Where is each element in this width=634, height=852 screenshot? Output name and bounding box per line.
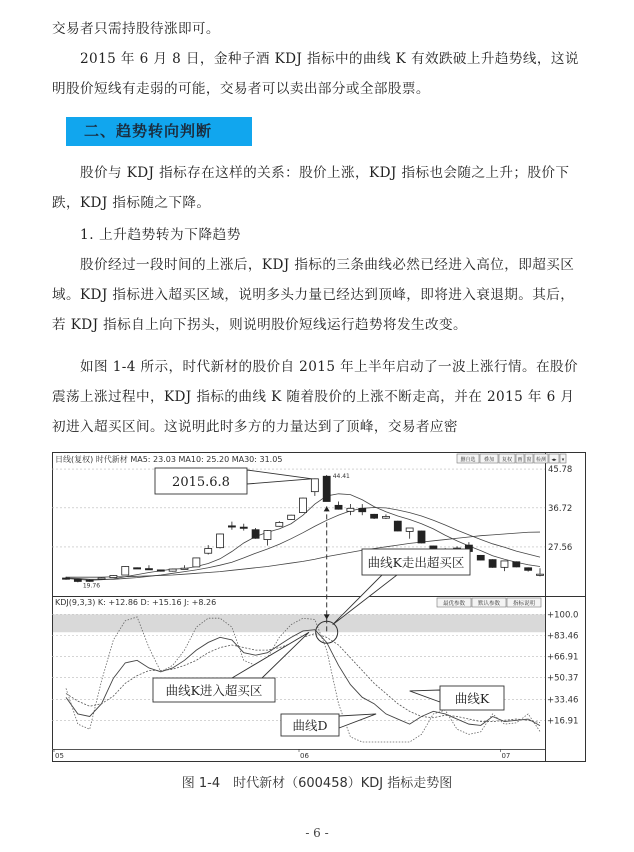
kdj-button-label: 最优参数 [442,601,466,607]
chart-svg [52,452,586,762]
candle-up [122,566,129,575]
candle-up [169,569,176,571]
candle-down [86,580,93,581]
candle-up [347,508,354,511]
candle-down [477,555,484,560]
candle-down [74,579,81,581]
candle-up [264,531,271,540]
candle-up [382,516,389,518]
page-number: - 6 - [305,826,329,840]
candle-down [418,531,425,543]
candle-down [335,505,342,509]
section-heading: 二、趋势转向判断 [66,117,252,146]
kdj-tick-label: +83.46 [547,631,579,642]
paragraph-1: 交易者只需持股待涨即可。 [52,21,220,37]
toolbar-button-label: ◂▸ [551,457,557,463]
kdj-panel-header: KDJ(9,3,3) K: +12.86 D: +15.16 J: +8.26 [55,598,217,607]
candle-down [513,562,520,567]
candle-up [537,574,544,575]
chart-toolbar [457,454,566,463]
candle-down [525,568,532,571]
paragraph-3: 股价与 KDJ 指标存在这样的关系：股价上涨，KDJ 指标也会随之上升；股价下跌，KDJ 指标随之下降。 [52,165,570,211]
candle-up [288,515,295,519]
candle-down [157,570,164,571]
toolbar-button-label: 删自选 [460,457,476,463]
candle-down [359,508,366,511]
candle-up [406,528,413,531]
candle-up [217,534,224,548]
toolbar-button-label: 检测 [535,457,547,463]
x-tick-label: 07 [501,752,511,760]
candle-up [98,578,105,579]
candle-up [276,522,283,526]
high-price-label: 44.41 [332,472,350,480]
overbought-band [53,614,545,632]
low-price-label: 19.76 [82,582,101,590]
x-tick-label: 05 [55,752,64,760]
candle-up [205,549,212,554]
candle-down [145,569,152,570]
kdj-button-label: 指标说明 [512,601,536,607]
toolbar-button-label: 窗 [526,457,532,463]
paragraph-5: 如图 1-4 所示，时代新材的股价自 2015 年上半年启动了一波上涨行情。在股价震荡上涨过程中，KDJ 指标的曲线 K 随着股价的上涨不断走高，并在 2015 年 6 月初进入超买区间。这说明此时多方的力量达到了顶峰，交易者应密 [52,359,578,435]
candle-up [300,498,307,513]
annotation-k-exit-text: 曲线K走出超买区 [367,554,465,570]
kdj-tick-label: +33.46 [547,695,579,706]
candle-up [311,479,318,492]
toolbar-button-label: 画 [517,457,523,463]
candle-up [110,575,117,577]
overbought-zone [53,614,545,632]
candle-up [181,568,188,569]
candle-up [193,558,200,567]
toolbar-button-label: ▾ [561,457,565,463]
candle-down [63,578,70,579]
kdj-tick-label: +100.0 [547,610,579,621]
candle-down [323,476,330,501]
price-tick-label: 45.78 [548,465,573,476]
toolbar-button-label: 复权 [501,457,513,463]
price-tick-label: 27.56 [548,542,573,553]
candle-down [228,526,235,527]
candle-down [394,521,401,531]
candle-down [134,568,141,569]
annotation-date-text: 2015.6.8 [172,474,230,490]
kdj-chart [52,452,586,762]
candle-down [371,514,378,518]
candle-down [252,530,259,539]
kdj-tick-label: +66.91 [547,652,579,663]
kdj-button-label: 默认参数 [477,601,501,607]
paragraph-2: 2015 年 6 月 8 日，金种子酒 KDJ 指标中的曲线 K 有效跌破上升趋势线，这说明股价短线有走弱的可能，交易者可以卖出部分或全部股票。 [52,51,579,97]
candle-down [240,527,247,528]
candle-up [501,561,508,567]
kdj-tick-label: +16.91 [547,716,579,727]
kdj-buttons [437,598,541,607]
annotation-d-line-text: 曲线D [292,717,328,733]
price-tick-label: 36.72 [548,503,573,514]
price-panel-header: 日线(复权) 时代新材 MA5: 23.03 MA10: 25.20 MA30: 31.05 [55,455,283,464]
paragraph-4: 股价经过一段时间的上涨后，KDJ 指标的三条曲线必然已经进入高位，即超买区域。KDJ 指标进入超买区域，说明多头力量已经达到顶峰，即将进入衰退期。其后，若 KDJ 指标自上向下拐头，则说明股价短线运行趋势将发生改变。 [52,257,575,333]
figure-caption: 图 1-4 时代新材（600458）KDJ 指标走势图 [181,776,453,791]
subsection-heading: 1. 上升趋势转为下降趋势 [80,227,242,243]
candle-down [489,560,496,568]
annotation-k-line-text: 曲线K [454,690,490,706]
x-tick-label: 06 [300,752,309,760]
annotation-k-enter-text: 曲线K进入超买区 [165,682,263,698]
kdj-tick-label: +50.37 [547,673,579,684]
toolbar-button-label: 叠加 [483,457,495,463]
